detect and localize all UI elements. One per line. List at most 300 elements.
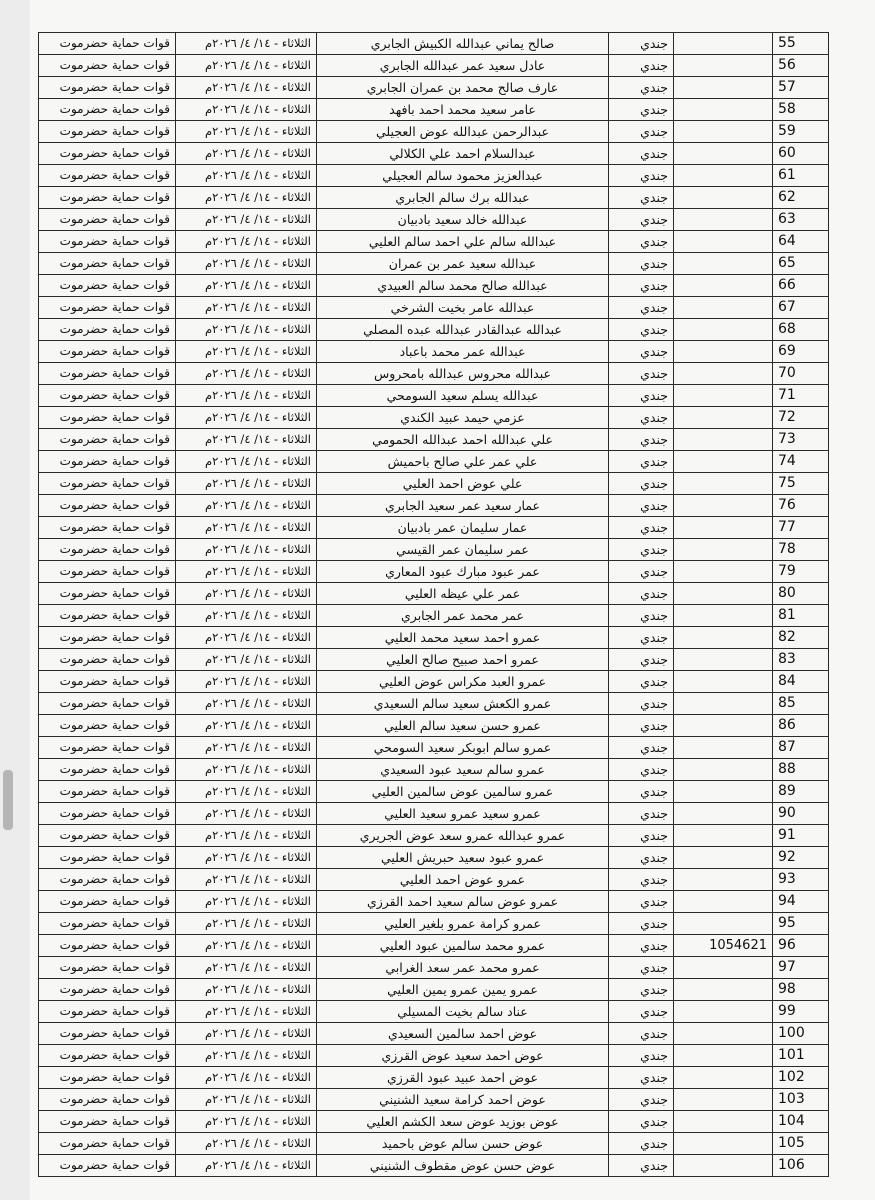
row-number-cell: 55 (773, 33, 829, 55)
unit-cell: قوات حماية حضرموت (39, 407, 176, 429)
row-number-cell: 95 (773, 913, 829, 935)
table-row (39, 1001, 829, 1023)
unit-cell: قوات حماية حضرموت (39, 649, 176, 671)
date-cell: الثلاثاء - ١٤/ ٤/ ٢٠٢٦م (176, 77, 317, 99)
row-number-cell: 89 (773, 781, 829, 803)
date-cell: الثلاثاء - ١٤/ ٤/ ٢٠٢٦م (176, 539, 317, 561)
unit-cell: قوات حماية حضرموت (39, 55, 176, 77)
table-row (39, 55, 829, 77)
unit-cell: قوات حماية حضرموت (39, 561, 176, 583)
name-cell: عوض احمد عبيد عبود القرزي (317, 1067, 609, 1089)
table-row (39, 473, 829, 495)
unit-cell: قوات حماية حضرموت (39, 33, 176, 55)
date-cell: الثلاثاء - ١٤/ ٤/ ٢٠٢٦م (176, 99, 317, 121)
unit-cell: قوات حماية حضرموت (39, 429, 176, 451)
row-number-cell: 67 (773, 297, 829, 319)
table-row (39, 209, 829, 231)
date-cell: الثلاثاء - ١٤/ ٤/ ٢٠٢٦م (176, 1111, 317, 1133)
row-number-cell: 98 (773, 979, 829, 1001)
rank-cell: جندي (609, 187, 674, 209)
name-cell: علي عمر علي صالح باحميش (317, 451, 609, 473)
name-cell: عامر سعيد محمد احمد بافهد (317, 99, 609, 121)
date-cell: الثلاثاء - ١٤/ ٤/ ٢٠٢٦م (176, 979, 317, 1001)
unit-cell: قوات حماية حضرموت (39, 1133, 176, 1155)
unit-cell: قوات حماية حضرموت (39, 253, 176, 275)
table-row (39, 253, 829, 275)
rank-cell: جندي (609, 627, 674, 649)
rank-cell: جندي (609, 759, 674, 781)
row-number-cell: 92 (773, 847, 829, 869)
name-cell: علي عوض احمد العليي (317, 473, 609, 495)
unit-cell: قوات حماية حضرموت (39, 1089, 176, 1111)
military-number-cell (674, 605, 773, 627)
unit-cell: قوات حماية حضرموت (39, 605, 176, 627)
table-row (39, 1023, 829, 1045)
military-number-cell (674, 363, 773, 385)
unit-cell: قوات حماية حضرموت (39, 825, 176, 847)
rank-cell: جندي (609, 275, 674, 297)
military-number-cell (674, 649, 773, 671)
table-row (39, 1067, 829, 1089)
military-number-cell (674, 1023, 773, 1045)
unit-cell: قوات حماية حضرموت (39, 275, 176, 297)
row-number-cell: 72 (773, 407, 829, 429)
row-number-cell: 100 (773, 1023, 829, 1045)
military-number-cell (674, 517, 773, 539)
row-number-cell: 106 (773, 1155, 829, 1177)
name-cell: عمرو يمين عمرو يمين العليي (317, 979, 609, 1001)
rank-cell: جندي (609, 165, 674, 187)
military-number-cell (674, 583, 773, 605)
table-row (39, 451, 829, 473)
table-row (39, 429, 829, 451)
rank-cell: جندي (609, 979, 674, 1001)
row-number-cell: 86 (773, 715, 829, 737)
rank-cell: جندي (609, 1067, 674, 1089)
unit-cell: قوات حماية حضرموت (39, 341, 176, 363)
military-number-cell (674, 451, 773, 473)
date-cell: الثلاثاء - ١٤/ ٤/ ٢٠٢٦م (176, 605, 317, 627)
name-cell: عوض احمد سعيد عوض القرزي (317, 1045, 609, 1067)
unit-cell: قوات حماية حضرموت (39, 803, 176, 825)
rank-cell: جندي (609, 561, 674, 583)
row-number-cell: 65 (773, 253, 829, 275)
date-cell: الثلاثاء - ١٤/ ٤/ ٢٠٢٦م (176, 231, 317, 253)
date-cell: الثلاثاء - ١٤/ ٤/ ٢٠٢٦م (176, 561, 317, 583)
name-cell: عمرو سالمين عوض سالمين العليي (317, 781, 609, 803)
rank-cell: جندي (609, 649, 674, 671)
date-cell: الثلاثاء - ١٤/ ٤/ ٢٠٢٦م (176, 1089, 317, 1111)
table-row (39, 517, 829, 539)
row-number-cell: 101 (773, 1045, 829, 1067)
table-row (39, 1089, 829, 1111)
name-cell: عمرو سالم ابوبكر سعيد السومحي (317, 737, 609, 759)
unit-cell: قوات حماية حضرموت (39, 363, 176, 385)
name-cell: عمرو احمد صبيح صالح العليي (317, 649, 609, 671)
date-cell: الثلاثاء - ١٤/ ٤/ ٢٠٢٦م (176, 891, 317, 913)
table-row (39, 495, 829, 517)
row-number-cell: 81 (773, 605, 829, 627)
date-cell: الثلاثاء - ١٤/ ٤/ ٢٠٢٦م (176, 759, 317, 781)
name-cell: عزمي حيمد عبيد الكندي (317, 407, 609, 429)
rank-cell: جندي (609, 781, 674, 803)
military-number-cell (674, 275, 773, 297)
rank-cell: جندي (609, 121, 674, 143)
name-cell: عناد سالم بخيت المسيلي (317, 1001, 609, 1023)
table-row (39, 33, 829, 55)
date-cell: الثلاثاء - ١٤/ ٤/ ٢٠٢٦م (176, 715, 317, 737)
table-row (39, 363, 829, 385)
name-cell: عبدالله سالم علي احمد سالم العليي (317, 231, 609, 253)
row-number-cell: 77 (773, 517, 829, 539)
name-cell: عبدالله عامر بخيت الشرخي (317, 297, 609, 319)
unit-cell: قوات حماية حضرموت (39, 385, 176, 407)
name-cell: عبدالعزيز محمود سالم العجيلي (317, 165, 609, 187)
date-cell: الثلاثاء - ١٤/ ٤/ ٢٠٢٦م (176, 451, 317, 473)
name-cell: عوض احمد سالمين السعيدي (317, 1023, 609, 1045)
unit-cell: قوات حماية حضرموت (39, 781, 176, 803)
table-row (39, 385, 829, 407)
rank-cell: جندي (609, 539, 674, 561)
rank-cell: جندي (609, 1133, 674, 1155)
rank-cell: جندي (609, 143, 674, 165)
date-cell: الثلاثاء - ١٤/ ٤/ ٢٠٢٦م (176, 1133, 317, 1155)
date-cell: الثلاثاء - ١٤/ ٤/ ٢٠٢٦م (176, 209, 317, 231)
date-cell: الثلاثاء - ١٤/ ٤/ ٢٠٢٦م (176, 165, 317, 187)
name-cell: عمر محمد عمر الجابري (317, 605, 609, 627)
date-cell: الثلاثاء - ١٤/ ٤/ ٢٠٢٦م (176, 1001, 317, 1023)
unit-cell: قوات حماية حضرموت (39, 143, 176, 165)
military-number-cell (674, 55, 773, 77)
date-cell: الثلاثاء - ١٤/ ٤/ ٢٠٢٦م (176, 253, 317, 275)
name-cell: عوض بوزيد عوض سعد الكشم العليي (317, 1111, 609, 1133)
date-cell: الثلاثاء - ١٤/ ٤/ ٢٠٢٦م (176, 649, 317, 671)
row-number-cell: 70 (773, 363, 829, 385)
row-number-cell: 63 (773, 209, 829, 231)
row-number-cell: 87 (773, 737, 829, 759)
row-number-cell: 71 (773, 385, 829, 407)
table-row (39, 693, 829, 715)
name-cell: عبدالله صالح محمد سالم العبيدي (317, 275, 609, 297)
military-number-cell (674, 1067, 773, 1089)
unit-cell: قوات حماية حضرموت (39, 671, 176, 693)
military-number-cell (674, 407, 773, 429)
military-number-cell: 1054621 (674, 935, 773, 957)
rank-cell: جندي (609, 583, 674, 605)
name-cell: عبدالله محروس عبدالله بامحروس (317, 363, 609, 385)
table-row (39, 957, 829, 979)
rank-cell: جندي (609, 429, 674, 451)
table-row (39, 1045, 829, 1067)
military-number-cell (674, 737, 773, 759)
rank-cell: جندي (609, 715, 674, 737)
table-row (39, 979, 829, 1001)
row-number-cell: 61 (773, 165, 829, 187)
table-row (39, 869, 829, 891)
row-number-cell: 76 (773, 495, 829, 517)
date-cell: الثلاثاء - ١٤/ ٤/ ٢٠٢٦م (176, 957, 317, 979)
military-number-cell (674, 165, 773, 187)
name-cell: عمر علي عيظه العليي (317, 583, 609, 605)
unit-cell: قوات حماية حضرموت (39, 99, 176, 121)
row-number-cell: 105 (773, 1133, 829, 1155)
military-number-cell (674, 759, 773, 781)
military-number-cell (674, 693, 773, 715)
military-number-cell (674, 473, 773, 495)
rank-cell: جندي (609, 671, 674, 693)
unit-cell: قوات حماية حضرموت (39, 495, 176, 517)
row-number-cell: 97 (773, 957, 829, 979)
name-cell: عبدالله يسلم سعيد السومحي (317, 385, 609, 407)
name-cell: عمرو عوض احمد العليي (317, 869, 609, 891)
unit-cell: قوات حماية حضرموت (39, 935, 176, 957)
rank-cell: جندي (609, 385, 674, 407)
military-number-cell (674, 979, 773, 1001)
name-cell: عمار سعيد عمر سعيد الجابري (317, 495, 609, 517)
name-cell: عمر سليمان عمر القيسي (317, 539, 609, 561)
rank-cell: جندي (609, 77, 674, 99)
rank-cell: جندي (609, 363, 674, 385)
rank-cell: جندي (609, 55, 674, 77)
table-row (39, 561, 829, 583)
rank-cell: جندي (609, 1089, 674, 1111)
date-cell: الثلاثاء - ١٤/ ٤/ ٢٠٢٦م (176, 121, 317, 143)
military-number-cell (674, 187, 773, 209)
row-number-cell: 85 (773, 693, 829, 715)
rank-cell: جندي (609, 891, 674, 913)
rank-cell: جندي (609, 231, 674, 253)
military-number-cell (674, 1045, 773, 1067)
name-cell: عمرو العبد مكراس عوض العليي (317, 671, 609, 693)
military-number-cell (674, 825, 773, 847)
rank-cell: جندي (609, 341, 674, 363)
table-row (39, 715, 829, 737)
row-number-cell: 83 (773, 649, 829, 671)
rank-cell: جندي (609, 1023, 674, 1045)
personnel-table (38, 32, 829, 1177)
table-row (39, 737, 829, 759)
row-number-cell: 59 (773, 121, 829, 143)
row-number-cell: 57 (773, 77, 829, 99)
unit-cell: قوات حماية حضرموت (39, 1045, 176, 1067)
unit-cell: قوات حماية حضرموت (39, 517, 176, 539)
date-cell: الثلاثاء - ١٤/ ٤/ ٢٠٢٦م (176, 495, 317, 517)
name-cell: عمار سليمان عمر بادبيان (317, 517, 609, 539)
unit-cell: قوات حماية حضرموت (39, 451, 176, 473)
unit-cell: قوات حماية حضرموت (39, 1155, 176, 1177)
date-cell: الثلاثاء - ١٤/ ٤/ ٢٠٢٦م (176, 825, 317, 847)
table-row (39, 605, 829, 627)
row-number-cell: 60 (773, 143, 829, 165)
name-cell: عارف صالح محمد بن عمران الجابري (317, 77, 609, 99)
name-cell: عبدالله خالد سعيد بادبيان (317, 209, 609, 231)
row-number-cell: 56 (773, 55, 829, 77)
military-number-cell (674, 715, 773, 737)
date-cell: الثلاثاء - ١٤/ ٤/ ٢٠٢٦م (176, 803, 317, 825)
military-number-cell (674, 1089, 773, 1111)
row-number-cell: 74 (773, 451, 829, 473)
unit-cell: قوات حماية حضرموت (39, 737, 176, 759)
name-cell: عوض حسن عوض مقطوف الشنيني (317, 1155, 609, 1177)
unit-cell: قوات حماية حضرموت (39, 121, 176, 143)
table-row (39, 275, 829, 297)
rank-cell: جندي (609, 847, 674, 869)
military-number-cell (674, 209, 773, 231)
unit-cell: قوات حماية حضرموت (39, 913, 176, 935)
rank-cell: جندي (609, 825, 674, 847)
row-number-cell: 84 (773, 671, 829, 693)
military-number-cell (674, 1001, 773, 1023)
row-number-cell: 66 (773, 275, 829, 297)
unit-cell: قوات حماية حضرموت (39, 957, 176, 979)
row-number-cell: 69 (773, 341, 829, 363)
name-cell: عمرو حسن سعيد سالم العليي (317, 715, 609, 737)
table-row (39, 121, 829, 143)
row-number-cell: 99 (773, 1001, 829, 1023)
name-cell: عمرو محمد عمر سعد الغرابي (317, 957, 609, 979)
name-cell: عوض احمد كرامة سعيد الشنيني (317, 1089, 609, 1111)
table-row (39, 297, 829, 319)
military-number-cell (674, 429, 773, 451)
rank-cell: جندي (609, 451, 674, 473)
unit-cell: قوات حماية حضرموت (39, 869, 176, 891)
row-number-cell: 103 (773, 1089, 829, 1111)
table-row (39, 583, 829, 605)
table-row (39, 407, 829, 429)
date-cell: الثلاثاء - ١٤/ ٤/ ٢٠٢٦م (176, 517, 317, 539)
military-number-cell (674, 341, 773, 363)
military-number-cell (674, 121, 773, 143)
military-number-cell (674, 627, 773, 649)
row-number-cell: 102 (773, 1067, 829, 1089)
military-number-cell (674, 77, 773, 99)
date-cell: الثلاثاء - ١٤/ ٤/ ٢٠٢٦م (176, 627, 317, 649)
unit-cell: قوات حماية حضرموت (39, 319, 176, 341)
rank-cell: جندي (609, 407, 674, 429)
table-row (39, 671, 829, 693)
date-cell: الثلاثاء - ١٤/ ٤/ ٢٠٢٦م (176, 583, 317, 605)
unit-cell: قوات حماية حضرموت (39, 759, 176, 781)
rank-cell: جندي (609, 473, 674, 495)
military-number-cell (674, 913, 773, 935)
name-cell: عمرو عوض سالم سعيد احمد القرزي (317, 891, 609, 913)
date-cell: الثلاثاء - ١٤/ ٤/ ٢٠٢٦م (176, 297, 317, 319)
table-row (39, 341, 829, 363)
table-row (39, 891, 829, 913)
military-number-cell (674, 297, 773, 319)
table-row (39, 847, 829, 869)
table-row (39, 627, 829, 649)
unit-cell: قوات حماية حضرموت (39, 715, 176, 737)
name-cell: عبدالله سعيد عمر بن عمران (317, 253, 609, 275)
row-number-cell: 91 (773, 825, 829, 847)
date-cell: الثلاثاء - ١٤/ ٤/ ٢٠٢٦م (176, 363, 317, 385)
date-cell: الثلاثاء - ١٤/ ٤/ ٢٠٢٦م (176, 935, 317, 957)
rank-cell: جندي (609, 517, 674, 539)
unit-cell: قوات حماية حضرموت (39, 583, 176, 605)
rank-cell: جندي (609, 803, 674, 825)
table-row (39, 77, 829, 99)
military-number-cell (674, 1111, 773, 1133)
rank-cell: جندي (609, 99, 674, 121)
rank-cell: جندي (609, 605, 674, 627)
rank-cell: جندي (609, 935, 674, 957)
date-cell: الثلاثاء - ١٤/ ٤/ ٢٠٢٦م (176, 55, 317, 77)
name-cell: صالح يماني عبدالله الكبيش الجابري (317, 33, 609, 55)
rank-cell: جندي (609, 1001, 674, 1023)
table-row (39, 825, 829, 847)
table-row (39, 913, 829, 935)
row-number-cell: 93 (773, 869, 829, 891)
name-cell: عمرو عبود سعيد حبريش العليي (317, 847, 609, 869)
name-cell: علي عبدالله احمد عبدالله الحمومي (317, 429, 609, 451)
unit-cell: قوات حماية حضرموت (39, 1023, 176, 1045)
unit-cell: قوات حماية حضرموت (39, 539, 176, 561)
date-cell: الثلاثاء - ١٤/ ٤/ ٢٠٢٦م (176, 671, 317, 693)
military-number-cell (674, 781, 773, 803)
military-number-cell (674, 495, 773, 517)
unit-cell: قوات حماية حضرموت (39, 1067, 176, 1089)
name-cell: عبدالله عمر محمد باعباد (317, 341, 609, 363)
name-cell: عبدالله برك سالم الجابري (317, 187, 609, 209)
table-row (39, 187, 829, 209)
date-cell: الثلاثاء - ١٤/ ٤/ ٢٠٢٦م (176, 187, 317, 209)
table-row (39, 935, 829, 957)
unit-cell: قوات حماية حضرموت (39, 473, 176, 495)
rank-cell: جندي (609, 297, 674, 319)
row-number-cell: 79 (773, 561, 829, 583)
row-number-cell: 90 (773, 803, 829, 825)
unit-cell: قوات حماية حضرموت (39, 209, 176, 231)
unit-cell: قوات حماية حضرموت (39, 693, 176, 715)
unit-cell: قوات حماية حضرموت (39, 979, 176, 1001)
rank-cell: جندي (609, 737, 674, 759)
date-cell: الثلاثاء - ١٤/ ٤/ ٢٠٢٦م (176, 693, 317, 715)
military-number-cell (674, 891, 773, 913)
date-cell: الثلاثاء - ١٤/ ٤/ ٢٠٢٦م (176, 737, 317, 759)
row-number-cell: 62 (773, 187, 829, 209)
table-row (39, 1133, 829, 1155)
unit-cell: قوات حماية حضرموت (39, 297, 176, 319)
military-number-cell (674, 253, 773, 275)
table-row (39, 319, 829, 341)
rank-cell: جندي (609, 33, 674, 55)
name-cell: عبدالله عبدالقادر عبدالله عبده المصلي (317, 319, 609, 341)
name-cell: عبدالسلام احمد علي الكلالي (317, 143, 609, 165)
row-number-cell: 104 (773, 1111, 829, 1133)
name-cell: عمرو الكعش سعيد سالم السعيدي (317, 693, 609, 715)
name-cell: عمرو كرامة عمرو بلغير العليي (317, 913, 609, 935)
date-cell: الثلاثاء - ١٤/ ٤/ ٢٠٢٦م (176, 473, 317, 495)
rank-cell: جندي (609, 1045, 674, 1067)
military-number-cell (674, 671, 773, 693)
date-cell: الثلاثاء - ١٤/ ٤/ ٢٠٢٦م (176, 341, 317, 363)
name-cell: عمرو محمد سالمين عبود العليي (317, 935, 609, 957)
date-cell: الثلاثاء - ١٤/ ٤/ ٢٠٢٦م (176, 275, 317, 297)
rank-cell: جندي (609, 209, 674, 231)
military-number-cell (674, 561, 773, 583)
row-number-cell: 73 (773, 429, 829, 451)
row-number-cell: 58 (773, 99, 829, 121)
row-number-cell: 64 (773, 231, 829, 253)
row-number-cell: 75 (773, 473, 829, 495)
name-cell: عمرو سعيد عمرو سعيد العليي (317, 803, 609, 825)
military-number-cell (674, 1133, 773, 1155)
table-row (39, 231, 829, 253)
table-row (39, 759, 829, 781)
military-number-cell (674, 869, 773, 891)
scroll-indicator[interactable] (3, 770, 13, 830)
